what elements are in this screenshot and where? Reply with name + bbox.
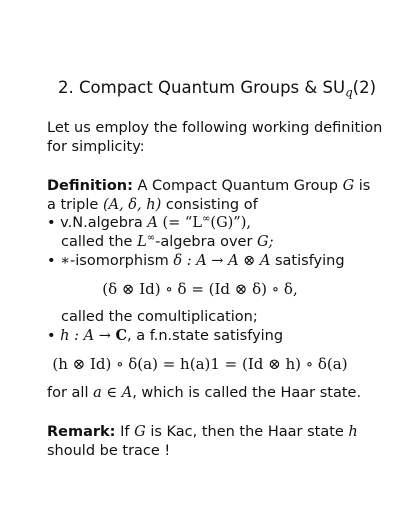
math-G3: G <box>134 424 146 440</box>
math-triple: (A, δ, h) <box>102 197 162 213</box>
bullet-1b-prefix: called the <box>61 234 133 250</box>
title-arg: (2) <box>352 78 377 97</box>
definition-line-1 <box>47 177 370 195</box>
math-star: ∗ <box>60 253 71 269</box>
math-h: h <box>348 424 358 440</box>
bullet-icon: • <box>47 215 56 231</box>
haar-suffix: , which is called the Haar state. <box>132 385 362 401</box>
bullet-2 <box>47 252 345 270</box>
definition-label: Definition: <box>47 178 133 194</box>
math-delta-map: δ : A → A ⊗ A <box>173 253 271 269</box>
math-C: C <box>115 327 127 344</box>
section-title-text: Compact Quantum Groups & SU <box>79 78 346 97</box>
bullet-icon: • <box>47 328 56 344</box>
remark-prefix: If <box>120 424 130 440</box>
math-linf-eq: (= “L∞(G)”), <box>162 213 251 231</box>
bullet-3-suffix: , a f.n.state satisfying <box>127 328 284 344</box>
math-linf: L∞ <box>137 232 156 250</box>
bullet-1b-suffix: -algebra over <box>155 234 253 250</box>
bullet-1-text: v.N.algebra <box>60 215 143 231</box>
math-a-in-A: a ∈ A <box>93 385 133 401</box>
section-title <box>58 78 377 100</box>
remark-text: is Kac, then the Haar state <box>150 424 344 440</box>
haar-prefix: for all <box>47 385 89 401</box>
triple-prefix: a triple <box>47 197 99 213</box>
bullet-2-suffix: satisfying <box>274 253 345 269</box>
remark-label: Remark: <box>47 424 116 440</box>
bullet-3 <box>47 327 283 345</box>
math-A: A <box>147 215 158 231</box>
bullet-icon: • <box>47 253 56 269</box>
triple-suffix: consisting of <box>165 197 258 213</box>
title-subscript: q <box>345 85 353 100</box>
section-number: 2. <box>58 78 74 97</box>
remark-line-2: should be trace ! <box>47 443 171 459</box>
math-h-map: h : A → <box>60 328 116 344</box>
definition-line-2 <box>47 196 258 214</box>
bullet-1-continuation <box>61 233 274 251</box>
remark-line-1 <box>47 423 358 441</box>
intro-line-1: Let us employ the following working definition <box>47 120 383 136</box>
math-G2: G; <box>257 234 274 250</box>
equation-haar: (h ⊗ Id) ∘ δ(a) = h(a)1 = (Id ⊗ h) ∘ δ(a) <box>52 355 348 373</box>
bullet-1 <box>47 214 251 232</box>
haar-line <box>47 384 361 402</box>
intro-line-2: for simplicity: <box>47 139 145 155</box>
definition-text: A Compact Quantum Group <box>137 178 338 194</box>
equation-coassociativity: (δ ⊗ Id) ∘ δ = (Id ⊗ δ) ∘ δ, <box>102 280 298 298</box>
math-G: G <box>342 178 355 194</box>
bullet-2-continuation: called the comultiplication; <box>61 309 258 325</box>
bullet-2-text: -isomorphism <box>70 253 169 269</box>
definition-is: is <box>358 178 371 194</box>
